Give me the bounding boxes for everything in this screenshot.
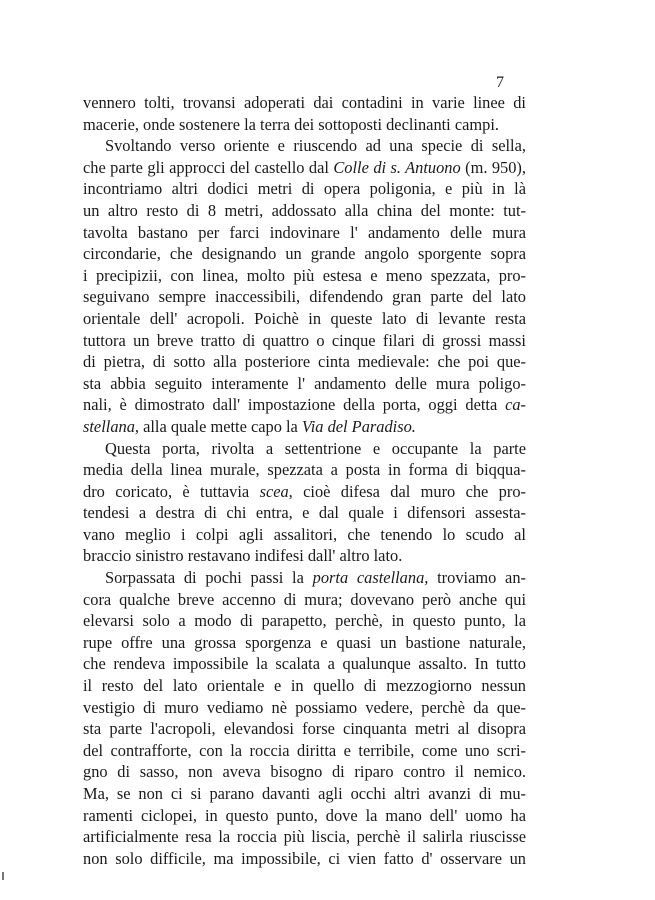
text-run: non solo difficile, ma impossibile, ci vien fatto d' osservare un: [83, 848, 526, 868]
text-run: cora qualche breve accenno di mura; dovevano però anche qui: [83, 589, 526, 609]
text-line: [83, 178, 526, 200]
text-run: (m. 950),: [460, 157, 526, 177]
text-line: [83, 481, 526, 503]
text-run: gno di sasso, non aveva bisogno di riparo contro il nemico.: [83, 762, 526, 782]
text-line: [83, 351, 526, 373]
text-line: [83, 675, 526, 697]
text-line: [83, 394, 526, 416]
text-run: tuttora un breve tratto di quattro o cinque filari di grossi massi: [83, 330, 526, 350]
text-run: circondarie, che designando un grande angolo sporgente sopra: [83, 244, 526, 264]
text-run: vestigio di muro vediamo nè possiamo vedere, perchè da que-: [83, 697, 526, 717]
text-run: un altro resto di 8 metri, addossato alla china del monte: tut-: [83, 200, 526, 220]
text-line: [83, 92, 526, 114]
text-line: [83, 135, 526, 157]
italic-text: porta castellana,: [312, 568, 429, 588]
text-line: [83, 805, 526, 827]
scan-edge-mark: [2, 872, 4, 880]
text-line: [83, 330, 526, 352]
text-run: tavolta bastano per farci indovinare l' andamento delle mura: [83, 222, 526, 242]
body-text: [83, 92, 526, 869]
italic-text: Colle di s. Antuono: [333, 157, 461, 177]
text-run: troviamo an-: [428, 568, 526, 588]
text-run: orientale dell' acropoli. Poichè in queste lato di levante resta: [83, 308, 526, 328]
text-line: [83, 200, 526, 222]
text-line: [83, 567, 526, 589]
text-run: incontriamo altri dodici metri di opera poligonia, e più in là: [83, 179, 526, 199]
text-line: [83, 459, 526, 481]
text-run: tendesi a destra di chi entra, e dal quale i difensori assesta-: [83, 503, 526, 523]
text-line: [83, 740, 526, 762]
text-run: elevarsi solo a modo di parapetto, perchè, in questo punto, la: [83, 611, 526, 631]
text-line: [83, 373, 526, 395]
text-run: vennero tolti, trovansi adoperati dai contadini in varie linee di: [83, 93, 526, 112]
text-run: che rendeva impossibile la scalata a qualunque assalto. In tutto: [83, 654, 526, 674]
italic-text: Via del Paradiso.: [301, 416, 416, 436]
text-run: ramenti ciclopei, in questo punto, dove la mano dell' uomo ha: [83, 805, 526, 825]
text-line: [83, 502, 526, 524]
text-run: Sorpassata di pochi passi la: [105, 568, 313, 588]
italic-text: ca-: [505, 395, 526, 415]
text-line: [83, 632, 526, 654]
text-run: rupe offre una grossa sporgenza e quasi un bastione naturale,: [83, 632, 526, 652]
page-number: 7: [496, 74, 504, 91]
text-run: di pietra, di sotto alla posteriore cinta medievale: che poi que-: [83, 352, 526, 372]
text-run: il resto del lato orientale e in quello di mezzogiorno nessun: [83, 676, 526, 696]
text-line: [83, 697, 526, 719]
text-run: media della linea murale, spezzata a posta in forma di biqqua-: [83, 460, 526, 480]
text-line: [83, 286, 526, 308]
text-run: sta abbia seguito interamente l' andamento delle mura poligo-: [83, 373, 526, 393]
text-line: [83, 416, 526, 438]
text-run: Ma, se non ci si parano davanti agli occhi altri avanzi di mu-: [83, 784, 526, 803]
text-line: [83, 438, 526, 460]
text-run: del contrafforte, con la roccia diritta e terribile, come uno scri-: [83, 740, 526, 760]
text-line: [83, 265, 526, 287]
text-run: macerie, onde sostenere la terra dei sottoposti declinanti campi.: [83, 114, 499, 134]
text-run: alla quale mette capo la: [139, 416, 302, 436]
text-run: seguivano sempre inaccessibili, difendendo gran parte del lato: [83, 287, 526, 307]
text-line: [83, 848, 526, 870]
text-line: [83, 718, 526, 740]
text-run: dro coricato, è tuttavia: [83, 481, 260, 501]
italic-text: stellana,: [83, 416, 139, 436]
text-line: [83, 157, 526, 179]
text-run: braccio sinistro restavano indifesi dall' altro lato.: [83, 546, 403, 566]
text-run: Svoltando verso oriente e riuscendo ad una specie di sella,: [105, 136, 526, 156]
text-run: che parte gli approcci del castello dal: [83, 157, 334, 177]
text-line: [83, 653, 526, 675]
text-line: [83, 222, 526, 244]
text-line: [83, 610, 526, 632]
text-run: Questa porta, rivolta a settentrione e occupante la parte: [105, 438, 526, 458]
text-run: i precipizii, con linea, molto più estesa e meno spezzata, pro-: [83, 265, 526, 285]
text-line: [83, 783, 526, 805]
text-run: sta parte l'acropoli, elevandosi forse cinquanta metri al disopra: [83, 719, 526, 739]
text-run: artificialmente resa la roccia più liscia, perchè il salirla riuscisse: [83, 827, 526, 847]
text-line: [83, 524, 526, 546]
text-run: vano meglio i colpi agli assalitori, che tenendo lo scudo al: [83, 524, 526, 544]
text-line: [83, 761, 526, 783]
text-line: [83, 826, 526, 848]
text-run: nali, è dimostrato dall' impostazione della porta, oggi detta: [83, 395, 506, 415]
text-line: [83, 243, 526, 265]
text-line: [83, 589, 526, 611]
text-run: cioè difesa dal muro che pro-: [292, 481, 526, 501]
text-line: [83, 114, 526, 136]
text-line: [83, 308, 526, 330]
text-line: [83, 545, 526, 567]
italic-text: scea,: [259, 481, 293, 501]
